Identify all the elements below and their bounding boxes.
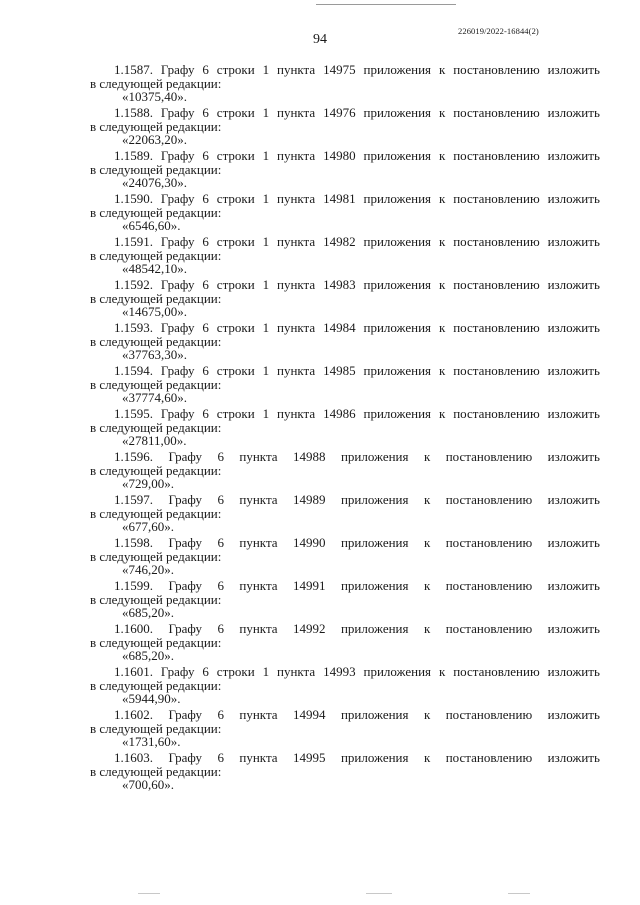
instruction-word: пункта: [277, 62, 316, 77]
instruction-word: к: [423, 578, 431, 593]
instruction-word: пункта: [239, 535, 278, 550]
instruction-word: приложения: [363, 234, 432, 249]
instruction-word: 6: [217, 621, 224, 636]
instruction-word: строки: [216, 105, 255, 120]
top-rule: [316, 4, 456, 5]
instruction-word: 1.1588.: [114, 105, 153, 120]
instruction-word: 6: [202, 62, 209, 77]
amendment-value: «37774,60».: [122, 390, 187, 405]
instruction-word: строки: [216, 320, 255, 335]
amendment-value: «700,60».: [122, 777, 174, 792]
instruction-word: постановлению: [453, 234, 540, 249]
instruction-word: приложения: [363, 277, 432, 292]
instruction-word: изложить: [547, 578, 600, 593]
instruction-word: изложить: [547, 750, 600, 765]
instruction-word: изложить: [547, 191, 600, 206]
instruction-word: 1: [262, 62, 270, 77]
instruction-word: постановлению: [445, 578, 533, 593]
instruction-word: 14988: [293, 449, 326, 464]
instruction-word: Графу: [160, 277, 195, 292]
instruction-word: к: [423, 707, 431, 722]
instruction-word: пункта: [239, 621, 278, 636]
amendment-continuation: в следующей редакции:: [90, 205, 222, 220]
instruction-word: постановлению: [445, 492, 533, 507]
amendment-value: «48542,10».: [122, 261, 187, 276]
amendment-item: [90, 664, 600, 707]
instruction-word: к: [438, 234, 446, 249]
instruction-word: Графу: [160, 148, 195, 163]
amendment-value: «729,00».: [122, 476, 174, 491]
amendment-continuation: в следующей редакции:: [90, 291, 222, 306]
instruction-word: 1: [262, 406, 270, 421]
instruction-word: приложения: [340, 535, 409, 550]
instruction-word: строки: [216, 191, 255, 206]
instruction-word: 6: [202, 664, 209, 679]
instruction-word: 14991: [293, 578, 326, 593]
amendment-value: «10375,40».: [122, 89, 187, 104]
amendment-item: [90, 535, 600, 578]
instruction-word: 1: [262, 148, 270, 163]
instruction-word: 14981: [323, 191, 356, 206]
instruction-word: 14995: [293, 750, 326, 765]
instruction-word: 1.1596.: [114, 449, 153, 464]
instruction-word: 14984: [323, 320, 356, 335]
instruction-word: изложить: [547, 707, 600, 722]
instruction-word: 6: [202, 363, 209, 378]
instruction-word: постановлению: [453, 277, 540, 292]
amendment-continuation: в следующей редакции:: [90, 764, 222, 779]
amendment-item: [90, 621, 600, 664]
instruction-word: пункта: [277, 191, 316, 206]
instruction-word: Графу: [160, 191, 195, 206]
instruction-word: к: [423, 750, 431, 765]
instruction-word: Графу: [168, 750, 203, 765]
instruction-word: к: [438, 664, 446, 679]
instruction-word: Графу: [168, 578, 203, 593]
instruction-word: 6: [217, 707, 224, 722]
instruction-word: постановлению: [453, 105, 540, 120]
instruction-word: 6: [202, 277, 209, 292]
amendment-continuation: в следующей редакции:: [90, 635, 222, 650]
instruction-word: пункта: [239, 707, 278, 722]
instruction-word: изложить: [547, 277, 600, 292]
instruction-word: Графу: [168, 492, 203, 507]
instruction-word: 6: [202, 148, 209, 163]
amendment-value: «685,20».: [122, 648, 174, 663]
instruction-word: 1: [262, 277, 270, 292]
instruction-word: 1.1589.: [114, 148, 153, 163]
instruction-word: 1.1587.: [114, 62, 153, 77]
instruction-word: пункта: [277, 406, 316, 421]
instruction-word: Графу: [160, 363, 195, 378]
instruction-word: постановлению: [445, 707, 533, 722]
instruction-word: 1.1591.: [114, 234, 153, 249]
amendment-item: [90, 105, 600, 148]
instruction-word: постановлению: [453, 148, 540, 163]
instruction-word: 14983: [323, 277, 356, 292]
instruction-word: к: [438, 363, 446, 378]
instruction-word: 14975: [323, 62, 356, 77]
instruction-word: приложения: [340, 750, 409, 765]
instruction-word: постановлению: [445, 449, 533, 464]
instruction-word: пункта: [277, 320, 316, 335]
instruction-word: 6: [217, 492, 224, 507]
instruction-word: 1.1595.: [114, 406, 153, 421]
instruction-word: 6: [217, 535, 224, 550]
amendment-item: [90, 191, 600, 234]
instruction-word: приложения: [363, 406, 432, 421]
instruction-word: постановлению: [453, 406, 540, 421]
amendment-item: [90, 277, 600, 320]
instruction-word: пункта: [239, 578, 278, 593]
instruction-word: к: [438, 406, 446, 421]
instruction-word: 14982: [323, 234, 356, 249]
instruction-word: изложить: [547, 320, 600, 335]
instruction-word: к: [438, 105, 446, 120]
instruction-word: 6: [202, 105, 209, 120]
amendment-value: «5944,90».: [122, 691, 181, 706]
instruction-word: 1.1590.: [114, 191, 153, 206]
instruction-word: Графу: [160, 234, 195, 249]
instruction-word: Графу: [168, 621, 203, 636]
instruction-word: 6: [202, 320, 209, 335]
amendment-continuation: в следующей редакции:: [90, 506, 222, 521]
instruction-word: Графу: [160, 320, 195, 335]
instruction-word: 6: [217, 449, 224, 464]
instruction-word: пункта: [277, 664, 316, 679]
amendment-item: [90, 449, 600, 492]
instruction-word: изложить: [547, 363, 600, 378]
instruction-word: 1: [262, 234, 270, 249]
amendment-continuation: в следующей редакции:: [90, 248, 222, 263]
document-body: [90, 62, 600, 793]
instruction-word: 1.1597.: [114, 492, 153, 507]
instruction-word: 1: [262, 363, 270, 378]
amendment-value: «24076,30».: [122, 175, 187, 190]
instruction-word: приложения: [363, 320, 432, 335]
instruction-word: 14994: [293, 707, 326, 722]
instruction-word: изложить: [547, 664, 600, 679]
instruction-word: 14980: [323, 148, 356, 163]
instruction-word: 1.1592.: [114, 277, 153, 292]
amendment-continuation: в следующей редакции:: [90, 76, 222, 91]
amendment-continuation: в следующей редакции:: [90, 463, 222, 478]
amendment-continuation: в следующей редакции:: [90, 334, 222, 349]
instruction-word: 6: [202, 234, 209, 249]
amendment-item: [90, 234, 600, 277]
instruction-word: строки: [216, 664, 255, 679]
instruction-word: Графу: [160, 664, 195, 679]
page-number: 94: [313, 32, 327, 47]
instruction-word: 6: [217, 750, 224, 765]
instruction-word: пункта: [277, 105, 316, 120]
instruction-word: пункта: [239, 492, 278, 507]
amendment-continuation: в следующей редакции:: [90, 592, 222, 607]
instruction-word: Графу: [160, 105, 195, 120]
instruction-word: пункта: [277, 148, 316, 163]
amendment-value: «1731,60».: [122, 734, 181, 749]
instruction-word: Графу: [160, 406, 195, 421]
instruction-word: строки: [216, 148, 255, 163]
instruction-word: 14976: [323, 105, 356, 120]
amendment-value: «37763,30».: [122, 347, 187, 362]
amendment-item: [90, 406, 600, 449]
instruction-word: приложения: [363, 148, 432, 163]
amendment-item: [90, 750, 600, 793]
instruction-word: 1.1594.: [114, 363, 153, 378]
amendment-value: «685,20».: [122, 605, 174, 620]
amendment-item: [90, 492, 600, 535]
amendment-continuation: в следующей редакции:: [90, 420, 222, 435]
instruction-word: 14986: [323, 406, 356, 421]
instruction-word: постановлению: [445, 621, 533, 636]
instruction-word: изложить: [547, 148, 600, 163]
instruction-word: 1: [262, 320, 270, 335]
instruction-word: 1: [262, 191, 270, 206]
instruction-word: 14993: [323, 664, 356, 679]
amendment-item: [90, 320, 600, 363]
instruction-word: изложить: [547, 62, 600, 77]
instruction-word: 14985: [323, 363, 356, 378]
instruction-word: к: [438, 148, 446, 163]
instruction-word: к: [423, 492, 431, 507]
instruction-word: приложения: [363, 664, 432, 679]
instruction-word: постановлению: [445, 535, 533, 550]
instruction-word: 14992: [293, 621, 326, 636]
instruction-word: Графу: [160, 62, 195, 77]
instruction-word: 1.1603.: [114, 750, 153, 765]
instruction-word: 6: [202, 406, 209, 421]
amendment-continuation: в следующей редакции:: [90, 678, 222, 693]
instruction-word: пункта: [277, 277, 316, 292]
amendment-value: «746,20».: [122, 562, 174, 577]
instruction-word: постановлению: [453, 62, 540, 77]
amendment-item: [90, 707, 600, 750]
instruction-word: к: [423, 621, 431, 636]
instruction-word: Графу: [168, 707, 203, 722]
amendment-value: «677,60».: [122, 519, 174, 534]
instruction-word: изложить: [547, 535, 600, 550]
amendment-value: «27811,00».: [122, 433, 187, 448]
instruction-word: приложения: [340, 492, 409, 507]
instruction-word: приложения: [340, 449, 409, 464]
instruction-word: приложения: [340, 578, 409, 593]
instruction-word: изложить: [547, 406, 600, 421]
instruction-word: изложить: [547, 234, 600, 249]
instruction-word: приложения: [363, 62, 432, 77]
instruction-word: строки: [216, 234, 255, 249]
instruction-word: постановлению: [453, 191, 540, 206]
amendment-item: [90, 578, 600, 621]
amendment-continuation: в следующей редакции:: [90, 377, 222, 392]
instruction-word: Графу: [168, 449, 203, 464]
instruction-word: 1.1593.: [114, 320, 153, 335]
amendment-continuation: в следующей редакции:: [90, 549, 222, 564]
instruction-word: 1: [262, 664, 270, 679]
instruction-word: 1.1599.: [114, 578, 153, 593]
instruction-word: постановлению: [453, 363, 540, 378]
instruction-word: Графу: [168, 535, 203, 550]
instruction-word: к: [438, 320, 446, 335]
amendment-value: «6546,60».: [122, 218, 181, 233]
amendment-item: [90, 62, 600, 105]
instruction-word: строки: [216, 363, 255, 378]
instruction-word: 1.1600.: [114, 621, 153, 636]
instruction-word: пункта: [277, 234, 316, 249]
amendment-continuation: в следующей редакции:: [90, 119, 222, 134]
amendment-value: «22063,20».: [122, 132, 187, 147]
instruction-word: приложения: [340, 621, 409, 636]
document-code: 226019/2022-16844(2): [458, 26, 539, 36]
instruction-word: 1.1601.: [114, 664, 153, 679]
instruction-word: строки: [216, 62, 255, 77]
instruction-word: 14990: [293, 535, 326, 550]
instruction-word: к: [438, 191, 446, 206]
instruction-word: постановлению: [453, 664, 540, 679]
footer-marks: [0, 893, 640, 899]
instruction-word: пункта: [239, 750, 278, 765]
instruction-word: к: [423, 535, 431, 550]
instruction-word: приложения: [340, 707, 409, 722]
instruction-word: 6: [202, 191, 209, 206]
instruction-word: 1.1602.: [114, 707, 153, 722]
instruction-word: изложить: [547, 105, 600, 120]
amendment-continuation: в следующей редакции:: [90, 162, 222, 177]
instruction-word: 1.1598.: [114, 535, 153, 550]
instruction-word: к: [423, 449, 431, 464]
instruction-word: строки: [216, 406, 255, 421]
amendment-item: [90, 363, 600, 406]
instruction-word: изложить: [547, 621, 600, 636]
amendment-value: «14675,00».: [122, 304, 187, 319]
instruction-word: приложения: [363, 191, 432, 206]
instruction-word: приложения: [363, 105, 432, 120]
instruction-word: пункта: [239, 449, 278, 464]
amendment-item: [90, 148, 600, 191]
instruction-word: к: [438, 277, 446, 292]
instruction-word: постановлению: [453, 320, 540, 335]
instruction-word: изложить: [547, 492, 600, 507]
instruction-word: пункта: [277, 363, 316, 378]
instruction-word: 1: [262, 105, 270, 120]
instruction-word: к: [438, 62, 446, 77]
instruction-word: изложить: [547, 449, 600, 464]
instruction-word: 6: [217, 578, 224, 593]
instruction-word: 14989: [293, 492, 326, 507]
instruction-word: приложения: [363, 363, 432, 378]
instruction-word: строки: [216, 277, 255, 292]
amendment-continuation: в следующей редакции:: [90, 721, 222, 736]
instruction-word: постановлению: [445, 750, 533, 765]
